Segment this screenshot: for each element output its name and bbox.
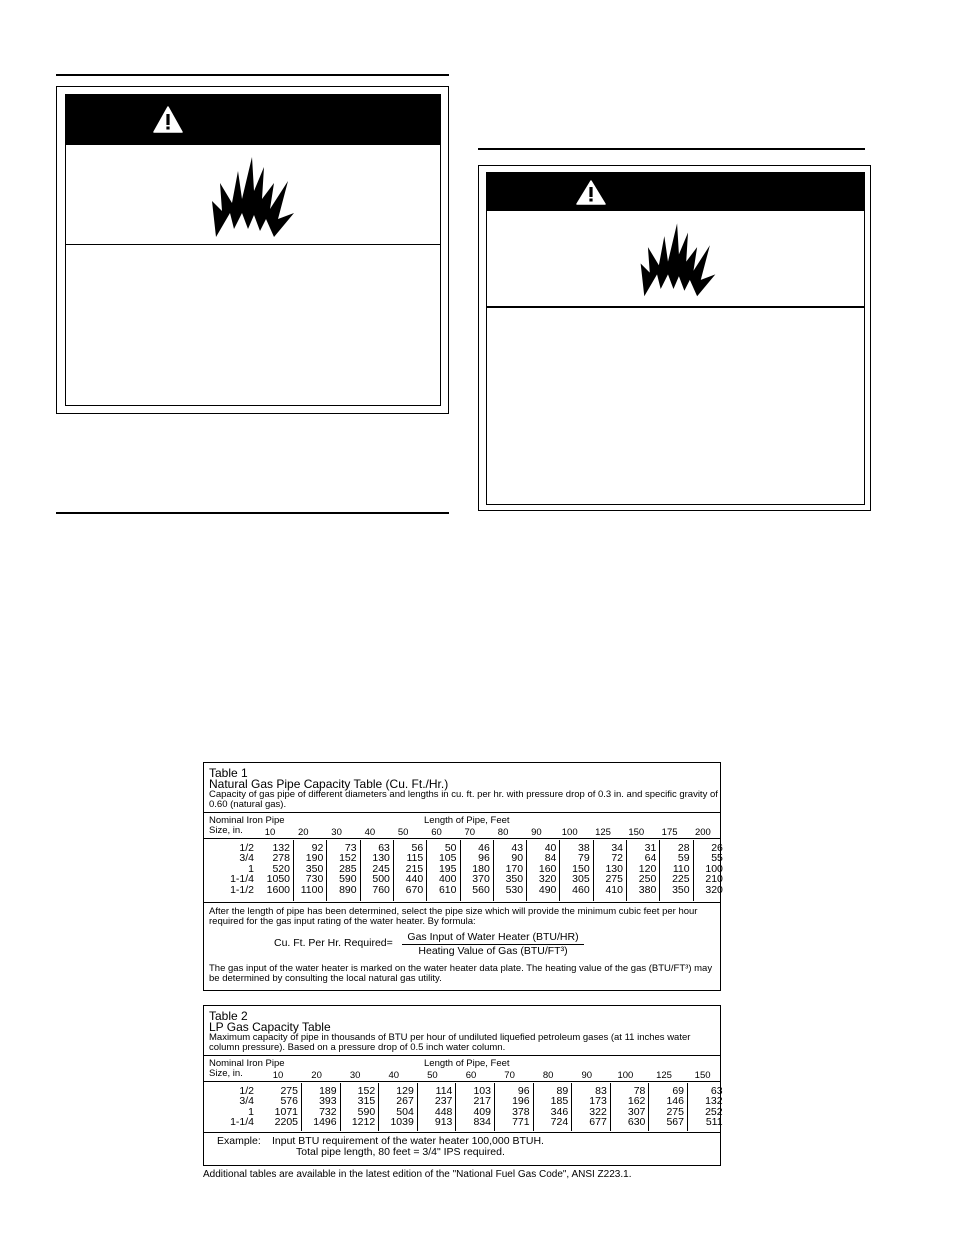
column-divider xyxy=(559,840,560,901)
capacity-column xyxy=(395,843,423,895)
capacity-value: 180 xyxy=(472,862,490,875)
warning-triangle-icon xyxy=(576,180,606,206)
capacity-value: 307 xyxy=(627,1105,646,1118)
capacity-value: 670 xyxy=(405,883,424,896)
capacity-value: 196 xyxy=(512,1095,530,1108)
capacity-value: 1496 xyxy=(313,1116,337,1129)
capacity-value: 90 xyxy=(511,852,524,865)
capacity-value: 59 xyxy=(677,852,690,865)
capacity-value: 490 xyxy=(538,883,557,896)
capacity-value: 237 xyxy=(434,1095,453,1108)
table1-size-label: Size, in. xyxy=(209,825,243,836)
capacity-value: 84 xyxy=(544,852,557,865)
length-header: 150 xyxy=(628,827,645,838)
length-header: 90 xyxy=(581,1070,593,1081)
length-header: 10 xyxy=(272,1070,284,1081)
column-divider xyxy=(301,1083,302,1131)
capacity-value: 129 xyxy=(396,1085,414,1097)
pipe-size: 3/4 xyxy=(239,852,254,865)
capacity-value: 64 xyxy=(644,852,657,865)
length-header: 40 xyxy=(364,827,376,838)
pipe-size: 1 xyxy=(248,1105,254,1118)
column-divider xyxy=(455,1083,456,1131)
capacity-value: 195 xyxy=(438,862,457,875)
column-divider xyxy=(687,1083,688,1131)
capacity-value: 285 xyxy=(339,862,357,875)
capacity-value: 530 xyxy=(505,883,524,896)
capacity-column xyxy=(462,843,490,895)
table2-size-label: Size, in. xyxy=(209,1068,243,1079)
capacity-value: 114 xyxy=(435,1085,453,1097)
capacity-value: 103 xyxy=(473,1085,491,1097)
capacity-value: 380 xyxy=(638,883,657,896)
capacity-value: 890 xyxy=(339,883,357,896)
column-divider xyxy=(493,840,494,901)
capacity-value: 96 xyxy=(478,852,490,865)
length-header: 100 xyxy=(561,827,578,838)
length-header: 70 xyxy=(464,827,476,838)
length-header: 40 xyxy=(388,1070,400,1081)
table2-nominal-label: Nominal Iron Pipe xyxy=(209,1058,285,1069)
capacity-value: 72 xyxy=(611,852,623,865)
length-header: 175 xyxy=(661,827,678,838)
capacity-value: 63 xyxy=(378,842,390,854)
column-divider xyxy=(494,1083,495,1131)
capacity-column xyxy=(595,843,623,895)
capacity-value: 69 xyxy=(672,1085,684,1097)
table2-description: Maximum capacity of pipe in thousands of BTU per hour of undiluted liquefied petroleum gases (at 11 inches water column pressure). Based on a pressure drop of 0.5 inch water column. xyxy=(209,1032,691,1053)
capacity-value: 40 xyxy=(544,842,557,854)
pipe-size: 3/4 xyxy=(239,1095,254,1108)
capacity-value: 34 xyxy=(611,842,623,854)
table1-divider xyxy=(204,838,720,839)
capacity-value: 152 xyxy=(357,1085,376,1097)
capacity-value: 105 xyxy=(438,852,457,865)
table1-divider xyxy=(204,812,720,813)
capacity-value: 409 xyxy=(473,1105,491,1118)
warning-box-right xyxy=(478,165,871,511)
explosion-icon xyxy=(208,153,298,237)
table1-nominal-label: Nominal Iron Pipe xyxy=(209,815,285,826)
column-divider xyxy=(426,840,427,901)
capacity-value: 132 xyxy=(705,1095,723,1108)
capacity-value: 56 xyxy=(411,842,424,854)
capacity-value: 130 xyxy=(605,862,623,875)
column-divider xyxy=(526,840,527,901)
capacity-value: 370 xyxy=(472,873,490,886)
capacity-value: 189 xyxy=(319,1085,337,1097)
capacity-value: 130 xyxy=(372,852,390,865)
capacity-value: 378 xyxy=(512,1105,530,1118)
table1-title: Natural Gas Pipe Capacity Table (Cu. Ft./Hr.) xyxy=(209,777,449,791)
capacity-value: 560 xyxy=(472,883,490,896)
capacity-column xyxy=(429,843,457,895)
warning-divider xyxy=(487,306,864,308)
column-divider xyxy=(659,840,660,901)
pipe-size: 1-1/4 xyxy=(230,873,254,886)
length-header: 100 xyxy=(617,1070,634,1081)
column-divider xyxy=(693,840,694,901)
length-header: 200 xyxy=(694,827,711,838)
capacity-column xyxy=(528,843,556,895)
length-header: 90 xyxy=(531,827,542,838)
capacity-value: 630 xyxy=(627,1116,646,1129)
capacity-value: 215 xyxy=(405,862,424,875)
column-divider xyxy=(326,840,327,901)
capacity-value: 162 xyxy=(627,1095,646,1108)
example-line-2: Total pipe length, 80 feet = 3/4" IPS required. xyxy=(296,1146,505,1158)
capacity-value: 26 xyxy=(711,842,723,854)
capacity-column xyxy=(540,1086,568,1128)
capacity-value: 38 xyxy=(578,842,590,854)
capacity-value: 410 xyxy=(605,883,623,896)
capacity-column xyxy=(495,843,523,895)
capacity-value: 400 xyxy=(438,873,457,886)
capacity-value: 46 xyxy=(478,842,490,854)
capacity-value: 610 xyxy=(438,883,457,896)
capacity-value: 275 xyxy=(666,1105,684,1118)
length-header: 20 xyxy=(311,1070,322,1081)
capacity-value: 1212 xyxy=(351,1116,376,1129)
column-divider xyxy=(648,1083,649,1131)
column-divider xyxy=(360,840,361,901)
section-rule-right-top xyxy=(478,148,865,150)
capacity-value: 79 xyxy=(578,852,590,865)
table2-label: Table 2 xyxy=(209,1009,248,1023)
table1-length-label: Length of Pipe, Feet xyxy=(424,815,510,826)
capacity-value: 63 xyxy=(710,1085,723,1097)
column-divider xyxy=(393,840,394,901)
capacity-value: 1071 xyxy=(274,1105,298,1118)
capacity-value: 83 xyxy=(595,1085,607,1097)
length-header: 10 xyxy=(264,827,276,838)
capacity-value: 771 xyxy=(512,1116,530,1129)
table2-divider xyxy=(204,1081,720,1082)
capacity-value: 217 xyxy=(473,1095,491,1108)
pipe-size-column xyxy=(214,1086,254,1128)
capacity-column xyxy=(695,1086,723,1128)
pipe-size: 1-1/2 xyxy=(230,883,254,896)
column-divider xyxy=(626,840,627,901)
pipe-size: 1/2 xyxy=(239,1085,254,1097)
capacity-column xyxy=(347,1086,375,1128)
capacity-value: 590 xyxy=(357,1105,376,1118)
length-header: 50 xyxy=(427,1070,438,1081)
capacity-value: 120 xyxy=(638,862,657,875)
warning-triangle-icon xyxy=(153,106,183,134)
capacity-value: 2205 xyxy=(274,1116,298,1129)
capacity-value: 245 xyxy=(372,862,390,875)
length-header: 20 xyxy=(298,827,309,838)
column-divider xyxy=(533,1083,534,1131)
pipe-size: 1/2 xyxy=(239,842,254,854)
capacity-value: 55 xyxy=(711,852,723,865)
capacity-column xyxy=(656,1086,684,1128)
capacity-value: 267 xyxy=(396,1095,414,1108)
pipe-size-column xyxy=(214,843,254,895)
capacity-value: 28 xyxy=(677,842,690,854)
capacity-value: 350 xyxy=(305,862,324,875)
capacity-value: 590 xyxy=(339,873,357,886)
capacity-value: 250 xyxy=(638,873,657,886)
column-divider xyxy=(417,1083,418,1131)
table1-note-heating-value: The gas input of the water heater is marked on the water heater data plate. The heating value of the gas (BTU/FT³) may be determined by consulting the local natural gas utility. xyxy=(209,963,713,984)
length-header: 125 xyxy=(656,1070,672,1081)
table2-divider xyxy=(204,1132,720,1133)
capacity-value: 152 xyxy=(339,852,357,865)
capacity-value: 92 xyxy=(311,842,324,854)
column-divider xyxy=(293,840,294,901)
length-header: 80 xyxy=(497,827,509,838)
capacity-value: 185 xyxy=(550,1095,569,1108)
formula-numerator: Gas Input of Water Heater (BTU/HR) xyxy=(407,931,579,943)
length-header: 60 xyxy=(431,827,442,838)
capacity-value: 315 xyxy=(357,1095,376,1108)
capacity-value: 500 xyxy=(372,873,390,886)
pipe-size: 1-1/4 xyxy=(230,1116,254,1129)
column-divider xyxy=(460,840,461,901)
table2-divider xyxy=(204,1055,720,1056)
column-divider xyxy=(378,1083,379,1131)
capacity-value: 115 xyxy=(406,852,424,865)
capacity-value: 132 xyxy=(272,842,290,854)
capacity-value: 146 xyxy=(666,1095,684,1108)
capacity-value: 732 xyxy=(319,1105,337,1118)
capacity-value: 567 xyxy=(666,1116,684,1129)
capacity-value: 110 xyxy=(672,862,690,875)
capacity-value: 322 xyxy=(589,1105,607,1118)
table1-label: Table 1 xyxy=(209,766,248,780)
capacity-column xyxy=(309,1086,337,1128)
capacity-value: 576 xyxy=(280,1095,298,1108)
length-header: 60 xyxy=(465,1070,477,1081)
capacity-value: 73 xyxy=(344,842,357,854)
capacity-value: 913 xyxy=(434,1116,453,1129)
capacity-value: 173 xyxy=(589,1095,607,1108)
capacity-value: 275 xyxy=(605,873,623,886)
warning-box-left xyxy=(56,86,449,414)
capacity-column xyxy=(386,1086,414,1128)
capacity-value: 170 xyxy=(505,862,524,875)
footer-note: Additional tables are available in the latest edition of the "National Fuel Gas Code", ANSI Z223.1. xyxy=(203,1169,632,1180)
capacity-value: 834 xyxy=(473,1116,491,1129)
capacity-value: 511 xyxy=(705,1116,723,1129)
capacity-column xyxy=(463,1086,491,1128)
capacity-value: 305 xyxy=(572,873,590,886)
explosion-icon xyxy=(637,217,719,299)
capacity-column xyxy=(502,1086,530,1128)
length-header: 50 xyxy=(397,827,409,838)
capacity-column xyxy=(617,1086,645,1128)
capacity-value: 346 xyxy=(550,1105,569,1118)
capacity-value: 350 xyxy=(505,873,524,886)
capacity-value: 724 xyxy=(550,1116,569,1129)
formula-label: Cu. Ft. Per Hr. Required= xyxy=(274,937,393,949)
capacity-column xyxy=(362,843,390,895)
section-rule-left-top xyxy=(56,74,449,76)
warning-header-bar xyxy=(487,173,864,211)
example-line-1: Input BTU requirement of the water heater 100,000 BTUH. xyxy=(272,1135,544,1147)
warning-divider xyxy=(66,244,440,245)
capacity-column xyxy=(262,843,290,895)
natural-gas-capacity-table xyxy=(203,762,721,991)
capacity-value: 225 xyxy=(672,873,690,886)
capacity-value: 677 xyxy=(589,1116,607,1129)
length-header: 125 xyxy=(595,827,611,838)
capacity-value: 730 xyxy=(305,873,324,886)
capacity-value: 460 xyxy=(572,883,590,896)
column-divider xyxy=(571,1083,572,1131)
length-header: 30 xyxy=(349,1070,361,1081)
length-header: 150 xyxy=(694,1070,711,1081)
length-header: 80 xyxy=(542,1070,554,1081)
capacity-value: 275 xyxy=(280,1085,298,1097)
capacity-column xyxy=(628,843,656,895)
capacity-column xyxy=(295,843,323,895)
table1-note-formula: After the length of pipe has been determined, select the pipe size which will provide the minimum cubic feet per hour required for the gas input rating of the water heater. By formula: xyxy=(209,906,698,927)
capacity-column xyxy=(424,1086,452,1128)
capacity-value: 190 xyxy=(305,852,324,865)
capacity-value: 1050 xyxy=(266,873,290,886)
capacity-column xyxy=(270,1086,298,1128)
capacity-value: 760 xyxy=(372,883,390,896)
capacity-value: 1039 xyxy=(390,1116,414,1129)
capacity-value: 50 xyxy=(444,842,457,854)
table2-title: LP Gas Capacity Table xyxy=(209,1020,331,1034)
capacity-value: 100 xyxy=(705,862,723,875)
column-divider xyxy=(610,1083,611,1131)
capacity-value: 31 xyxy=(644,842,657,854)
capacity-column xyxy=(695,843,723,895)
pipe-size: 1 xyxy=(248,862,254,875)
capacity-column xyxy=(662,843,690,895)
capacity-value: 89 xyxy=(556,1085,569,1097)
column-divider xyxy=(340,1083,341,1131)
capacity-value: 43 xyxy=(511,842,524,854)
section-rule-left-bottom xyxy=(56,512,449,514)
capacity-value: 160 xyxy=(538,862,557,875)
capacity-value: 278 xyxy=(272,852,290,865)
capacity-value: 320 xyxy=(538,873,557,886)
table2-length-label: Length of Pipe, Feet xyxy=(424,1058,510,1069)
formula-denominator: Heating Value of Gas (BTU/FT³) xyxy=(418,945,568,957)
capacity-column xyxy=(329,843,357,895)
column-divider xyxy=(593,840,594,901)
table1-divider xyxy=(204,902,720,903)
capacity-value: 393 xyxy=(319,1095,337,1108)
capacity-value: 1100 xyxy=(300,883,324,896)
length-header: 30 xyxy=(331,827,342,838)
capacity-value: 440 xyxy=(405,873,424,886)
capacity-value: 520 xyxy=(272,862,290,875)
capacity-value: 320 xyxy=(705,883,723,896)
capacity-value: 448 xyxy=(434,1105,453,1118)
warning-inner-left xyxy=(65,94,441,406)
capacity-value: 78 xyxy=(633,1085,646,1097)
capacity-value: 252 xyxy=(705,1105,723,1118)
capacity-value: 210 xyxy=(705,873,723,886)
capacity-value: 350 xyxy=(672,883,690,896)
capacity-column xyxy=(562,843,590,895)
capacity-value: 150 xyxy=(572,862,590,875)
capacity-column xyxy=(579,1086,607,1128)
capacity-value: 504 xyxy=(396,1105,414,1118)
length-header: 70 xyxy=(504,1070,515,1081)
table1-description: Capacity of gas pipe of different diameters and lengths in cu. ft. per hr. with pressure drop of 0.3 in. and specific gravity of 0.60 (natural gas). xyxy=(209,789,718,810)
warning-inner-right xyxy=(486,172,865,505)
capacity-value: 1600 xyxy=(266,883,290,896)
lp-gas-capacity-table xyxy=(203,1005,721,1166)
example-label: Example: xyxy=(217,1135,261,1147)
warning-header-bar xyxy=(66,95,440,145)
capacity-value: 96 xyxy=(517,1085,530,1097)
